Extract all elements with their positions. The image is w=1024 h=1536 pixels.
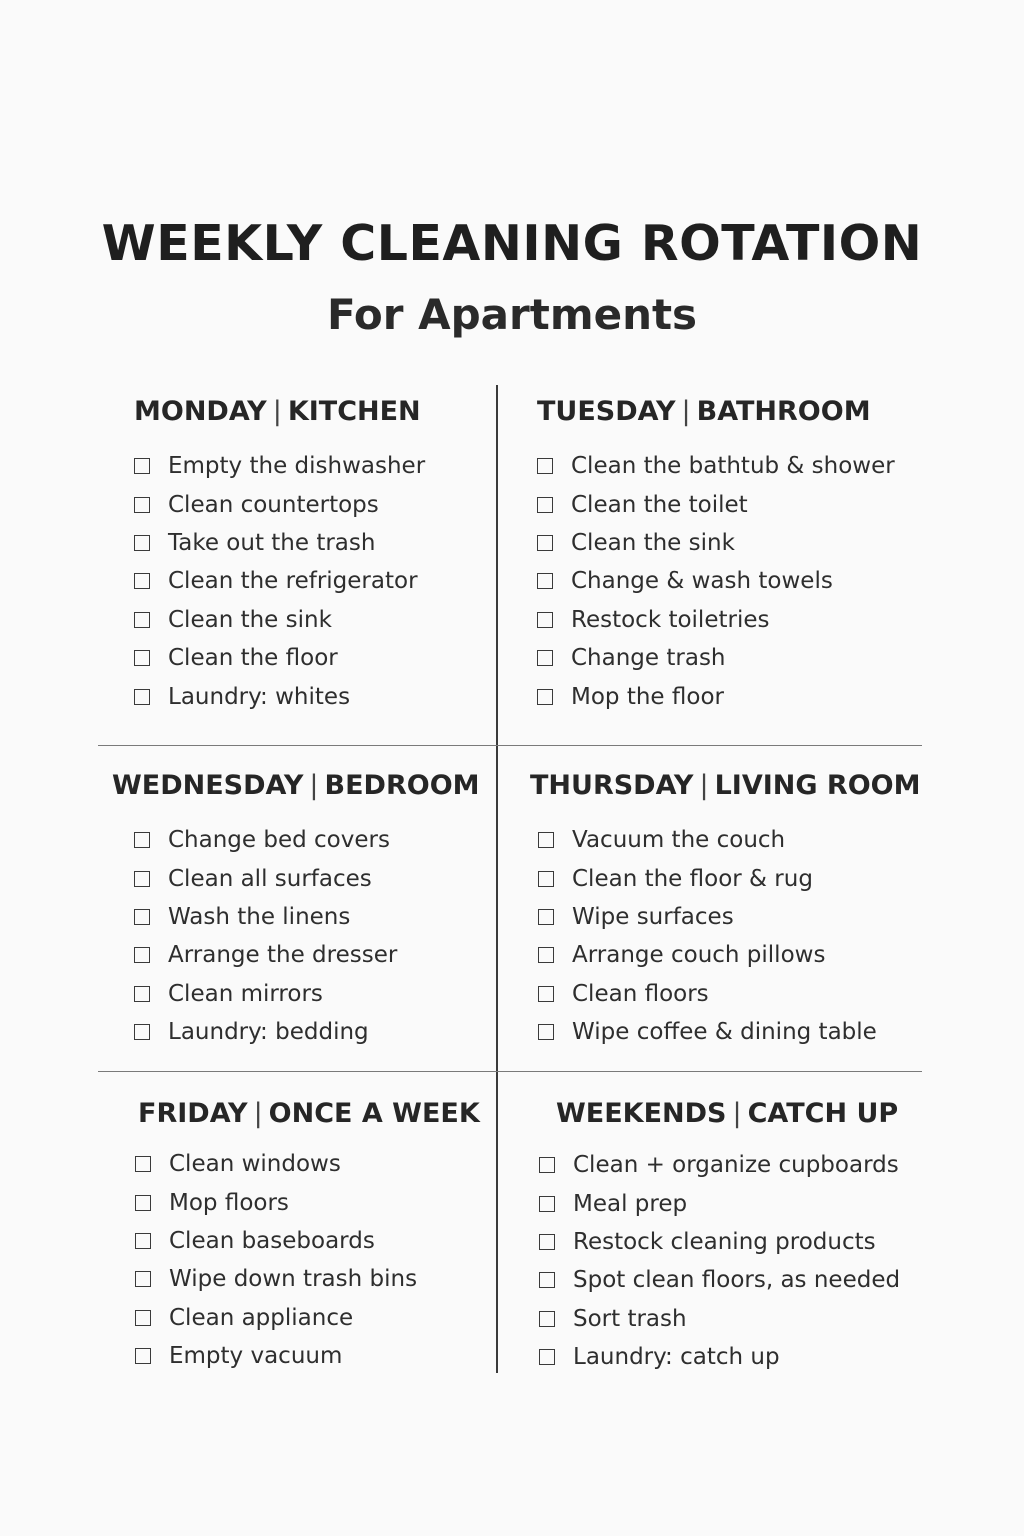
checkbox[interactable] bbox=[538, 909, 554, 925]
task-label: Clean the floor bbox=[168, 645, 338, 672]
section-area: BEDROOM bbox=[324, 770, 480, 801]
task-item bbox=[538, 898, 920, 936]
task-item bbox=[135, 1222, 518, 1260]
section-day: WEDNESDAY bbox=[112, 770, 304, 801]
task-item bbox=[134, 677, 514, 715]
task-label: Change trash bbox=[571, 645, 726, 672]
task-label: Restock toiletries bbox=[571, 606, 770, 633]
checkbox[interactable] bbox=[134, 612, 150, 628]
title-separator: | bbox=[272, 396, 282, 427]
task-item bbox=[537, 524, 917, 562]
task-item bbox=[134, 601, 514, 639]
section-wednesday bbox=[112, 767, 497, 1051]
task-item bbox=[539, 1300, 936, 1338]
task-item bbox=[135, 1299, 518, 1337]
checkbox[interactable] bbox=[134, 650, 150, 666]
checkbox[interactable] bbox=[134, 689, 150, 705]
task-label: Clean mirrors bbox=[168, 980, 323, 1007]
checkbox[interactable] bbox=[134, 458, 150, 474]
horizontal-divider-1 bbox=[98, 745, 922, 746]
section-area: LIVING ROOM bbox=[714, 770, 921, 801]
checkbox[interactable] bbox=[539, 1196, 555, 1212]
task-label: Clean the bathtub & shower bbox=[571, 453, 895, 480]
checkbox[interactable] bbox=[134, 573, 150, 589]
section-day: FRIDAY bbox=[138, 1098, 248, 1129]
checkbox[interactable] bbox=[134, 909, 150, 925]
page-subtitle: For Apartments bbox=[326, 290, 698, 339]
section-tuesday bbox=[537, 393, 917, 716]
task-item bbox=[537, 562, 917, 600]
task-label: Spot clean floors, as needed bbox=[573, 1267, 901, 1294]
task-label: Wipe coffee & dining table bbox=[572, 1019, 877, 1046]
section-title bbox=[112, 767, 497, 805]
task-label: Laundry: catch up bbox=[573, 1344, 780, 1371]
checkbox[interactable] bbox=[135, 1271, 151, 1287]
task-label: Laundry: bedding bbox=[168, 1019, 369, 1046]
title-separator: | bbox=[681, 396, 691, 427]
task-item bbox=[135, 1145, 518, 1183]
task-item bbox=[134, 447, 514, 485]
checkbox[interactable] bbox=[539, 1349, 555, 1365]
checkbox[interactable] bbox=[135, 1310, 151, 1326]
task-item bbox=[539, 1261, 936, 1299]
task-label: Clean countertops bbox=[168, 491, 379, 518]
task-label: Empty vacuum bbox=[169, 1343, 343, 1370]
task-label: Clean the floor & rug bbox=[572, 865, 813, 892]
checkbox[interactable] bbox=[134, 986, 150, 1002]
checkbox[interactable] bbox=[135, 1233, 151, 1249]
checkbox[interactable] bbox=[134, 497, 150, 513]
task-item bbox=[538, 1013, 920, 1051]
checkbox[interactable] bbox=[135, 1195, 151, 1211]
task-label: Change bed covers bbox=[168, 827, 390, 854]
section-area: ONCE A WEEK bbox=[268, 1098, 480, 1129]
task-list bbox=[539, 1146, 936, 1376]
checkbox[interactable] bbox=[537, 497, 553, 513]
task-item bbox=[134, 485, 514, 523]
title-separator: | bbox=[309, 770, 319, 801]
task-list bbox=[134, 447, 514, 716]
checkbox[interactable] bbox=[538, 947, 554, 963]
checkbox[interactable] bbox=[537, 612, 553, 628]
checkbox[interactable] bbox=[134, 1024, 150, 1040]
task-label: Clean windows bbox=[169, 1151, 341, 1178]
task-item bbox=[538, 821, 920, 859]
section-title bbox=[138, 1095, 518, 1133]
checkbox[interactable] bbox=[135, 1156, 151, 1172]
task-item bbox=[538, 975, 920, 1013]
section-area: BATHROOM bbox=[696, 396, 871, 427]
task-label: Arrange the dresser bbox=[168, 942, 398, 969]
task-item bbox=[134, 821, 497, 859]
task-item bbox=[539, 1146, 936, 1184]
task-item bbox=[539, 1184, 936, 1222]
task-list bbox=[537, 447, 917, 716]
task-label: Clean all surfaces bbox=[168, 865, 372, 892]
task-label: Mop the floor bbox=[571, 683, 724, 710]
checkbox[interactable] bbox=[538, 986, 554, 1002]
task-label: Vacuum the couch bbox=[572, 827, 786, 854]
task-label: Clean the refrigerator bbox=[168, 568, 418, 595]
task-label: Laundry: whites bbox=[168, 683, 351, 710]
task-label: Clean the toilet bbox=[571, 491, 748, 518]
checkbox[interactable] bbox=[134, 947, 150, 963]
title-separator: | bbox=[699, 770, 709, 801]
section-thursday bbox=[530, 767, 920, 1051]
task-item bbox=[537, 601, 917, 639]
section-title bbox=[530, 767, 920, 805]
task-list bbox=[538, 821, 920, 1051]
task-item bbox=[134, 524, 514, 562]
task-label: Clean baseboards bbox=[169, 1227, 375, 1254]
task-item bbox=[134, 639, 514, 677]
section-title bbox=[134, 393, 514, 431]
task-label: Take out the trash bbox=[168, 529, 376, 556]
section-weekends bbox=[556, 1095, 936, 1376]
checkbox[interactable] bbox=[537, 573, 553, 589]
section-day: MONDAY bbox=[134, 396, 267, 427]
task-item bbox=[134, 859, 497, 897]
task-label: Clean the sink bbox=[571, 529, 735, 556]
task-label: Clean appliance bbox=[169, 1304, 354, 1331]
title-separator: | bbox=[732, 1098, 742, 1129]
section-day: WEEKENDS bbox=[556, 1098, 727, 1129]
task-item bbox=[134, 936, 497, 974]
section-title bbox=[537, 393, 917, 431]
task-label: Wipe down trash bins bbox=[169, 1266, 418, 1293]
task-label: Mop floors bbox=[169, 1189, 289, 1216]
checkbox[interactable] bbox=[539, 1311, 555, 1327]
checkbox[interactable] bbox=[539, 1234, 555, 1250]
horizontal-divider-2 bbox=[98, 1071, 922, 1072]
checkbox[interactable] bbox=[539, 1272, 555, 1288]
task-label: Arrange couch pillows bbox=[572, 942, 826, 969]
task-item bbox=[134, 562, 514, 600]
checkbox[interactable] bbox=[538, 871, 554, 887]
task-item bbox=[134, 1013, 497, 1051]
checkbox[interactable] bbox=[538, 1024, 554, 1040]
task-list bbox=[135, 1145, 518, 1375]
task-label: Empty the dishwasher bbox=[168, 453, 426, 480]
task-label: Wipe surfaces bbox=[572, 903, 734, 930]
task-label: Clean the sink bbox=[168, 606, 332, 633]
task-item bbox=[538, 936, 920, 974]
task-item bbox=[538, 859, 920, 897]
title-separator: | bbox=[253, 1098, 263, 1129]
checkbox[interactable] bbox=[134, 535, 150, 551]
checkbox[interactable] bbox=[538, 832, 554, 848]
section-friday bbox=[138, 1095, 518, 1375]
checkbox[interactable] bbox=[135, 1348, 151, 1364]
section-day: TUESDAY bbox=[537, 396, 676, 427]
task-item bbox=[135, 1183, 518, 1221]
checkbox[interactable] bbox=[537, 458, 553, 474]
task-label: Wash the linens bbox=[168, 903, 351, 930]
task-label: Change & wash towels bbox=[571, 568, 833, 595]
section-area: KITCHEN bbox=[287, 396, 421, 427]
page-title: WEEKLY CLEANING ROTATION bbox=[101, 215, 923, 272]
task-item bbox=[135, 1260, 518, 1298]
checkbox[interactable] bbox=[134, 832, 150, 848]
section-monday bbox=[134, 393, 514, 716]
task-item bbox=[134, 975, 497, 1013]
task-item bbox=[537, 677, 917, 715]
section-day: THURSDAY bbox=[530, 770, 694, 801]
task-item bbox=[537, 639, 917, 677]
section-title bbox=[556, 1095, 936, 1133]
task-list bbox=[134, 821, 497, 1051]
checkbox[interactable] bbox=[539, 1157, 555, 1173]
task-label: Clean + organize cupboards bbox=[573, 1152, 899, 1179]
checkbox[interactable] bbox=[537, 650, 553, 666]
task-item bbox=[539, 1338, 936, 1376]
task-label: Restock cleaning products bbox=[573, 1228, 876, 1255]
task-item bbox=[537, 485, 917, 523]
section-area: CATCH UP bbox=[747, 1098, 899, 1129]
task-item bbox=[135, 1337, 518, 1375]
checkbox[interactable] bbox=[134, 871, 150, 887]
task-label: Clean floors bbox=[572, 980, 709, 1007]
task-item bbox=[134, 898, 497, 936]
checkbox[interactable] bbox=[537, 689, 553, 705]
task-item bbox=[539, 1223, 936, 1261]
checkbox[interactable] bbox=[537, 535, 553, 551]
task-label: Meal prep bbox=[573, 1190, 688, 1217]
task-item bbox=[537, 447, 917, 485]
task-label: Sort trash bbox=[573, 1305, 687, 1332]
